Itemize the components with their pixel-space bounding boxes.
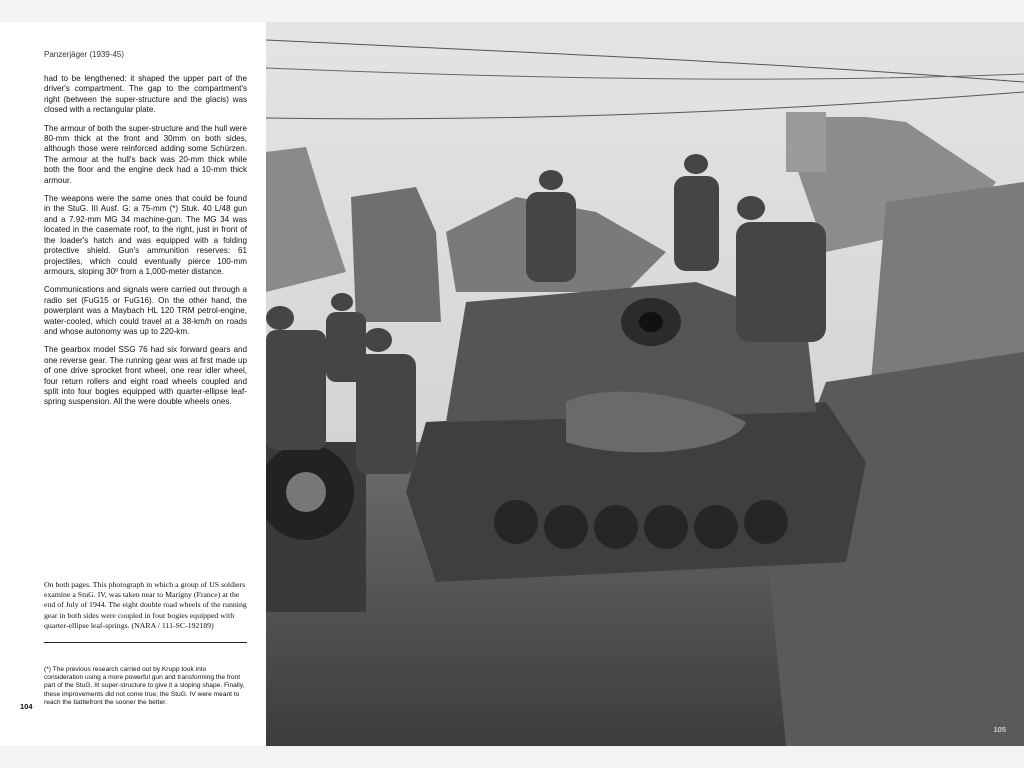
left-page (0, 22, 266, 746)
photograph (266, 22, 1024, 746)
photograph-image (266, 22, 1024, 746)
footnote: (*) The previous research carried out by Krupp took into consideration using a more powerful gun and transforming the front part of the StuG. III super-structure to give it a sloping shape. Finally, these improvements did not come true; the StuG. IV were meant to reach the battlefront the sooner the better. (44, 666, 245, 706)
running-head: Panzerjäger (1939-45) (44, 50, 125, 59)
paragraph-3: The weapons were the same ones that could be found in the StuG. III Ausf. G: a 75-mm (*) Stuk. 40 L/48 gun and a 7.92-mm MG 34 machine-gun. The MG 34 was located in the casemate roof, to the right, just in front of the loader's hatch and was equipped with a folding protective shield. Gun's ammunition reserves: 61 projectiles, which could eventually pierce 100-mm armours, sloping 30º from a 1,000-meter distance. (44, 194, 247, 276)
page-number-left: 104 (20, 702, 33, 711)
paragraph-5: The gearbox model SSG 76 had six forward gears and one reverse gear. The running gear was at first made up of one drive sprocket front wheel, one rear idler wheel, four return rollers and eight road wheels coupled and split into four bogies equipped with quarter-ellipse leaf-spring suspension. All the were double wheels ones. (44, 345, 247, 407)
paragraph-1: had to be lengthened: it shaped the upper part of the driver's compartment. The gap to the compartment's right (between the super-structure and the glacis) was closed with a rectangular plate. (44, 74, 247, 115)
footnote-divider (44, 642, 247, 643)
paragraph-4: Communications and signals were carried out through a radio set (FuG15 or FuG16). On the other hand, the powerplant was a Maybach HL 120 TRM petrol-engine, water-cooled, which could travel at a 38-km/h on roads and whose autonomy was up to 220-km. (44, 285, 247, 336)
body-text (44, 74, 247, 416)
photo-caption: On both pages. This photograph in which a group of US soldiers examine a StuG. IV, was taken near to Marigny (France) at the end of July of 1944. The eight double road wheels of the running gear in both sides were coupled in four bogies equipped with quarter-ellipse leaf-springs. (NARA / 111-SC-192189) (44, 580, 247, 630)
paragraph-2: The armour of both the super-structure and the hull were 80-mm thick at the front and 30mm on both sides, although those were reinforced adding some Schürzen. The armour at the hull's back was 20-mm thick while both the floor and the engine deck had a 10-mm thick armour. (44, 123, 247, 185)
page-number-right: 105 (993, 725, 1006, 734)
